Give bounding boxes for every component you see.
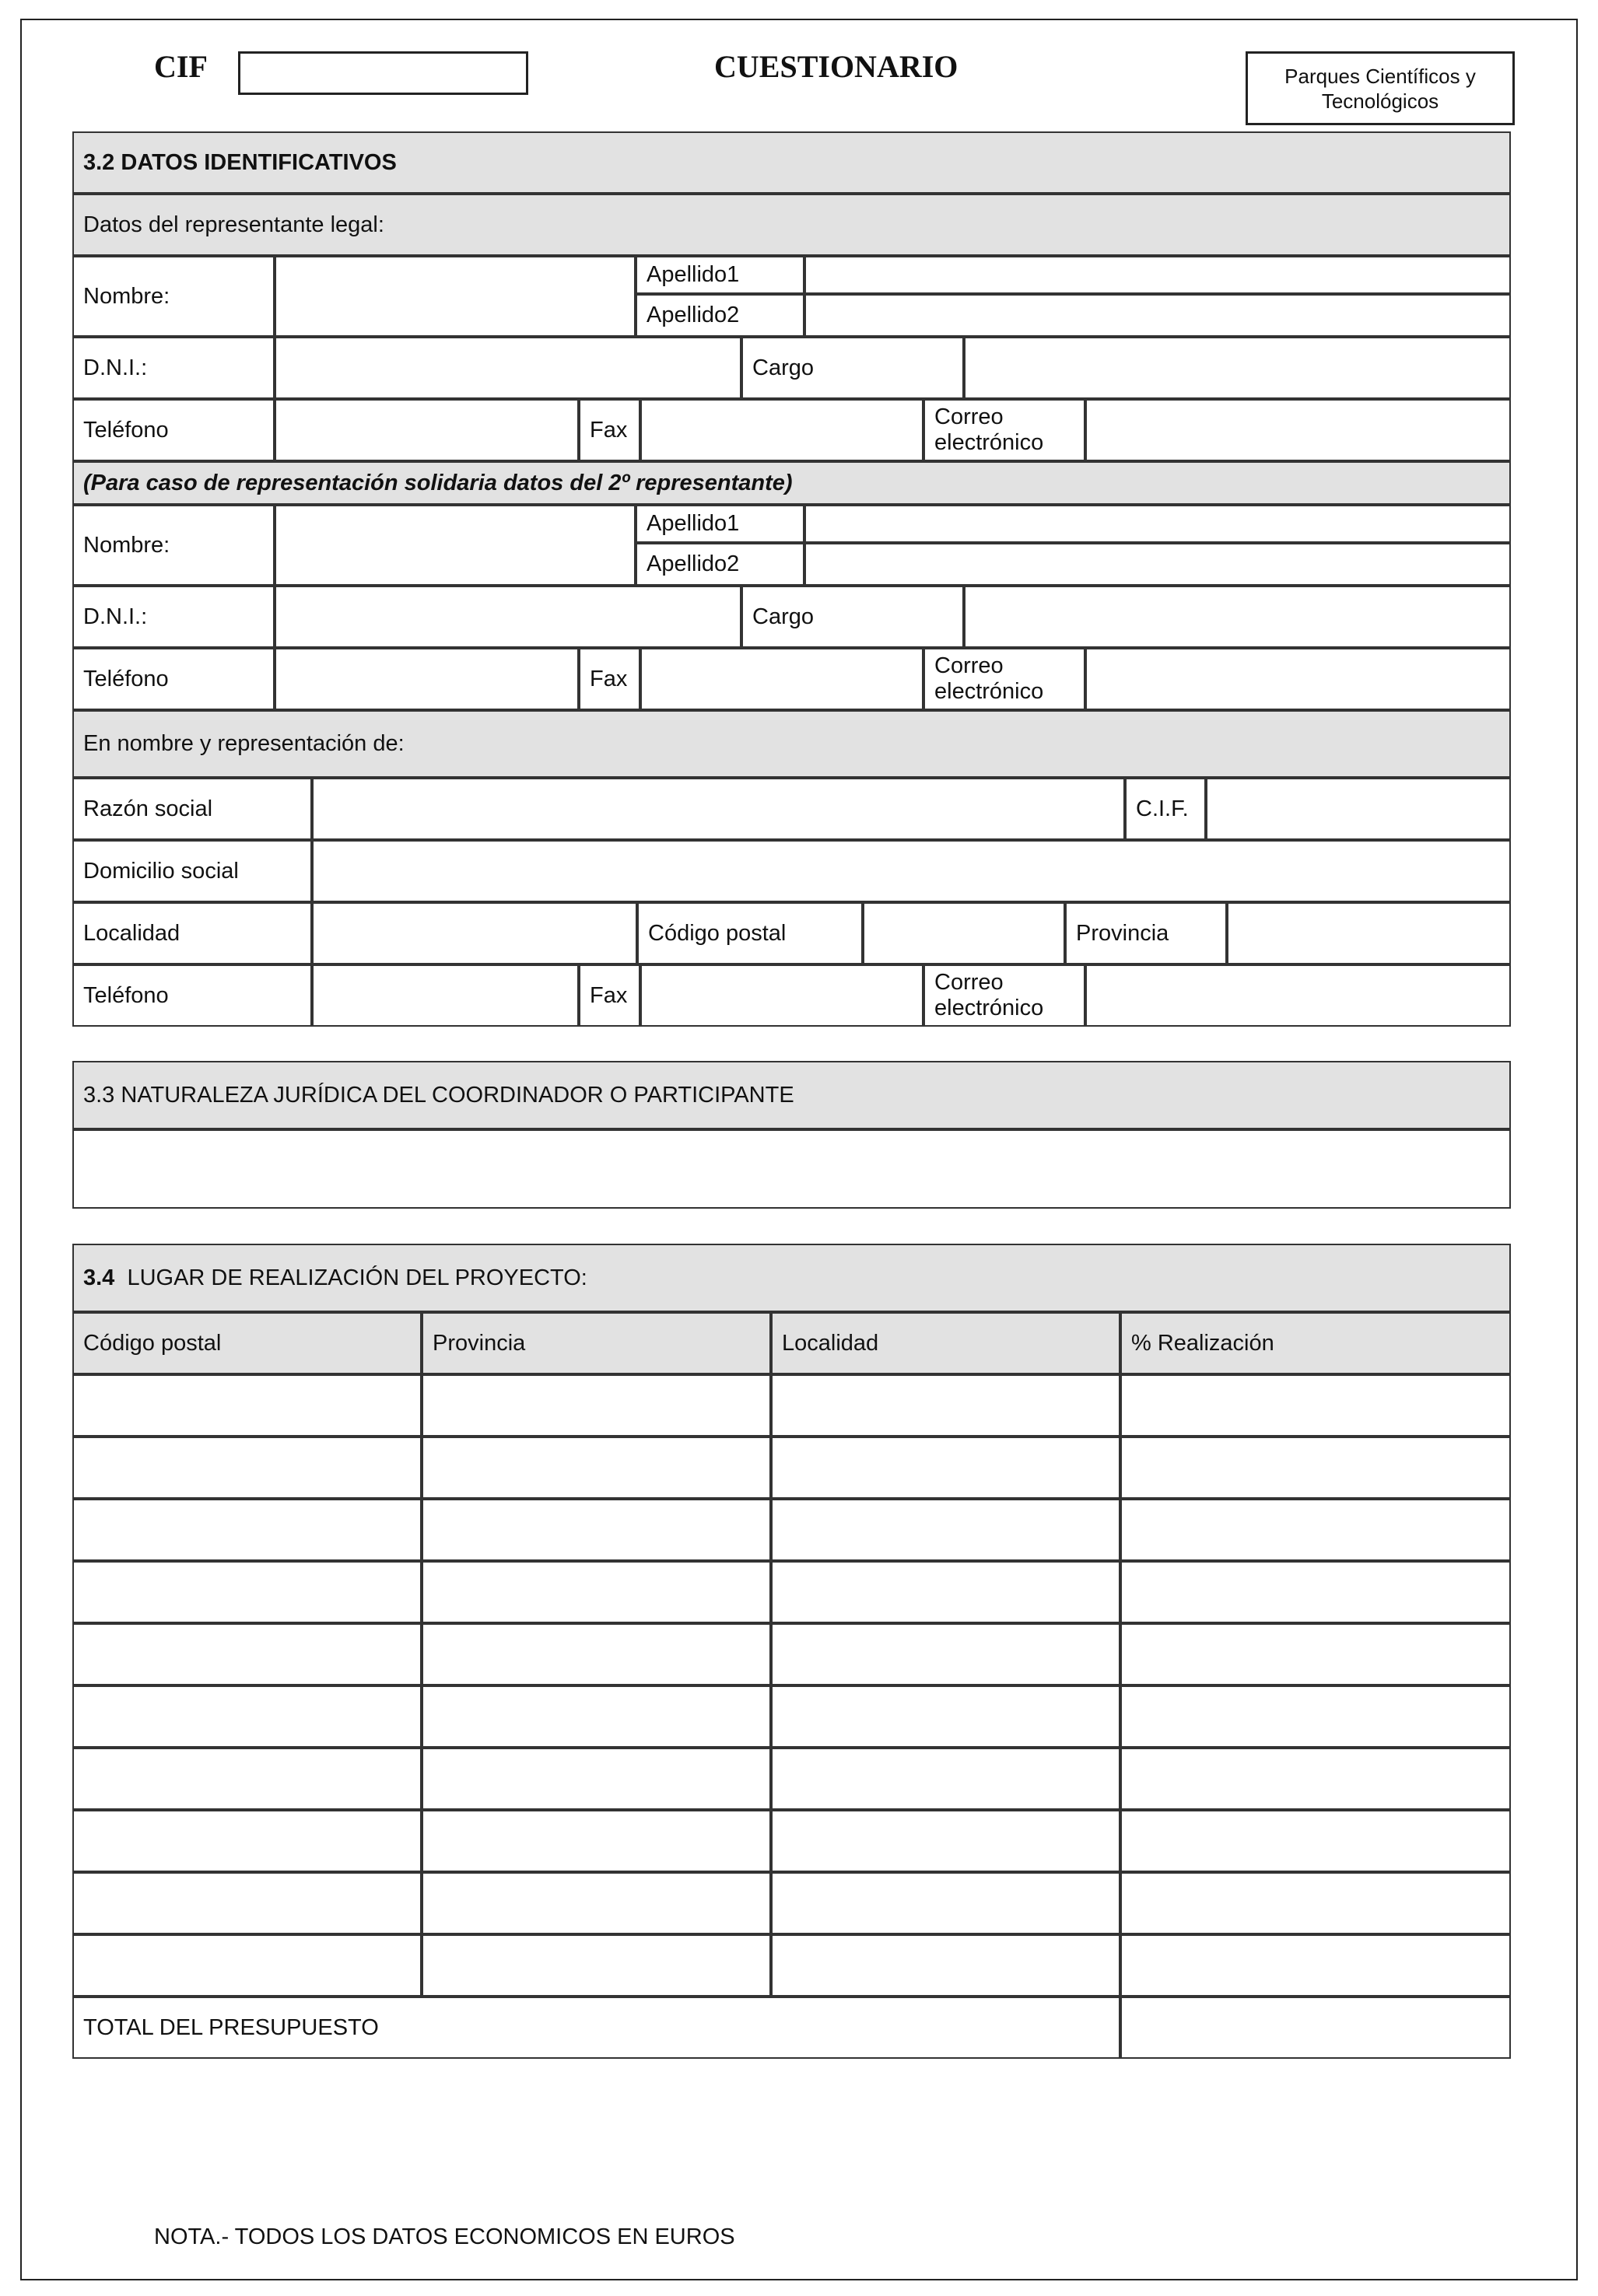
lugar-cell-codigo-postal[interactable] — [72, 1437, 422, 1499]
col-header-localidad: Localidad — [771, 1312, 1120, 1374]
lugar-cell-provincia[interactable] — [422, 1748, 771, 1810]
domicilio-label: Domicilio social — [72, 840, 312, 902]
footer-note: NOTA.- TODOS LOS DATOS ECONOMICOS EN EUROS — [154, 2224, 735, 2249]
total-presupuesto-label: TOTAL DEL PRESUPUESTO — [72, 1997, 1120, 2059]
section-32-title: 3.2 DATOS IDENTIFICATIVOS — [72, 131, 1511, 194]
telefono-label: Teléfono — [72, 399, 275, 461]
fax-2-label: Fax — [579, 648, 640, 710]
apellido1-label: Apellido1 — [636, 256, 804, 294]
lugar-cell-codigo-postal[interactable] — [72, 1748, 422, 1810]
col-header-realizacion: % Realización — [1120, 1312, 1511, 1374]
localidad-field[interactable] — [312, 902, 637, 964]
lugar-cell-realizacion[interactable] — [1120, 1437, 1511, 1499]
entity-heading: En nombre y representación de: — [72, 710, 1511, 778]
lugar-cell-realizacion[interactable] — [1120, 1872, 1511, 1934]
lugar-cell-provincia[interactable] — [422, 1810, 771, 1872]
apellido1-2-label: Apellido1 — [636, 505, 804, 543]
lugar-cell-localidad[interactable] — [771, 1685, 1120, 1748]
lugar-cell-codigo-postal[interactable] — [72, 1685, 422, 1748]
fax-entity-field[interactable] — [640, 964, 923, 1027]
lugar-cell-localidad[interactable] — [771, 1934, 1120, 1997]
lugar-cell-realizacion[interactable] — [1120, 1685, 1511, 1748]
razon-social-label: Razón social — [72, 778, 312, 840]
lugar-cell-codigo-postal[interactable] — [72, 1623, 422, 1685]
lugar-cell-realizacion[interactable] — [1120, 1499, 1511, 1561]
fax-entity-label: Fax — [579, 964, 640, 1027]
lugar-cell-localidad[interactable] — [771, 1437, 1120, 1499]
nombre-label: Nombre: — [72, 256, 275, 337]
correo-2-label: Correo electrónico — [923, 648, 1085, 710]
cif-entity-field[interactable] — [1206, 778, 1511, 840]
lugar-cell-realizacion[interactable] — [1120, 1934, 1511, 1997]
section-33-title: 3.3 NATURALEZA JURÍDICA DEL COORDINADOR O PARTICIPANTE — [72, 1061, 1511, 1129]
naturaleza-juridica-field[interactable] — [72, 1129, 1511, 1209]
cargo-2-label: Cargo — [741, 586, 964, 648]
lugar-cell-provincia[interactable] — [422, 1499, 771, 1561]
legal-rep-heading: Datos del representante legal: — [72, 194, 1511, 256]
lugar-cell-provincia[interactable] — [422, 1623, 771, 1685]
lugar-cell-provincia[interactable] — [422, 1934, 771, 1997]
lugar-cell-localidad[interactable] — [771, 1499, 1120, 1561]
apellido1-2-field[interactable] — [804, 505, 1511, 543]
codigo-postal-label: Código postal — [637, 902, 863, 964]
localidad-label: Localidad — [72, 902, 312, 964]
lugar-cell-localidad[interactable] — [771, 1810, 1120, 1872]
domicilio-field[interactable] — [312, 840, 1511, 902]
telefono-entity-label: Teléfono — [72, 964, 312, 1027]
lugar-cell-codigo-postal[interactable] — [72, 1934, 422, 1997]
dni-label: D.N.I.: — [72, 337, 275, 399]
correo-entity-field[interactable] — [1085, 964, 1511, 1027]
cif-label: CIF — [154, 49, 208, 84]
apellido2-2-label: Apellido2 — [636, 543, 804, 586]
dni-field[interactable] — [275, 337, 741, 399]
cargo-field[interactable] — [964, 337, 1511, 399]
lugar-cell-realizacion[interactable] — [1120, 1748, 1511, 1810]
lugar-cell-provincia[interactable] — [422, 1685, 771, 1748]
nombre-2-label: Nombre: — [72, 505, 275, 586]
fax-label: Fax — [579, 399, 640, 461]
lugar-cell-codigo-postal[interactable] — [72, 1561, 422, 1623]
lugar-cell-localidad[interactable] — [771, 1872, 1120, 1934]
col-header-codigo-postal: Código postal — [72, 1312, 422, 1374]
lugar-cell-codigo-postal[interactable] — [72, 1872, 422, 1934]
section-34-title — [72, 1244, 1511, 1312]
telefono-field[interactable] — [275, 399, 579, 461]
lugar-cell-provincia[interactable] — [422, 1872, 771, 1934]
correo-label: Correo electrónico — [923, 399, 1085, 461]
telefono-2-field[interactable] — [275, 648, 579, 710]
lugar-cell-localidad[interactable] — [771, 1748, 1120, 1810]
cif-entity-label: C.I.F. — [1125, 778, 1206, 840]
lugar-cell-provincia[interactable] — [422, 1437, 771, 1499]
document-title: CUESTIONARIO — [714, 49, 958, 84]
telefono-entity-field[interactable] — [312, 964, 579, 1027]
cif-field[interactable] — [238, 51, 528, 95]
apellido2-field[interactable] — [804, 294, 1511, 337]
provincia-label: Provincia — [1065, 902, 1227, 964]
second-rep-heading: (Para caso de representación solidaria datos del 2º representante) — [72, 461, 1511, 505]
correo-entity-label: Correo electrónico — [923, 964, 1085, 1027]
nombre-2-field[interactable] — [275, 505, 636, 586]
nombre-field[interactable] — [275, 256, 636, 337]
dni-2-field[interactable] — [275, 586, 741, 648]
lugar-cell-realizacion[interactable] — [1120, 1623, 1511, 1685]
lugar-cell-localidad[interactable] — [771, 1561, 1120, 1623]
apellido1-field[interactable] — [804, 256, 1511, 294]
fax-field[interactable] — [640, 399, 923, 461]
lugar-cell-provincia[interactable] — [422, 1561, 771, 1623]
cargo-2-field[interactable] — [964, 586, 1511, 648]
cargo-label: Cargo — [741, 337, 964, 399]
section-34-text: LUGAR DE REALIZACIÓN DEL PROYECTO: — [127, 1265, 587, 1290]
lugar-cell-realizacion[interactable] — [1120, 1810, 1511, 1872]
telefono-2-label: Teléfono — [72, 648, 275, 710]
fax-2-field[interactable] — [640, 648, 923, 710]
program-box: Parques Científicos y Tecnológicos — [1246, 51, 1515, 125]
razon-social-field[interactable] — [312, 778, 1125, 840]
apellido2-label: Apellido2 — [636, 294, 804, 337]
total-presupuesto-field[interactable] — [1120, 1997, 1511, 2059]
codigo-postal-field[interactable] — [863, 902, 1065, 964]
lugar-cell-realizacion[interactable] — [1120, 1561, 1511, 1623]
lugar-cell-codigo-postal[interactable] — [72, 1499, 422, 1561]
section-34-number: 3.4 — [83, 1265, 115, 1290]
lugar-cell-localidad[interactable] — [771, 1623, 1120, 1685]
col-header-provincia: Provincia — [422, 1312, 771, 1374]
lugar-cell-realizacion[interactable] — [1120, 1374, 1511, 1437]
correo-2-field[interactable] — [1085, 648, 1511, 710]
provincia-field[interactable] — [1227, 902, 1511, 964]
dni-2-label: D.N.I.: — [72, 586, 275, 648]
lugar-cell-codigo-postal[interactable] — [72, 1810, 422, 1872]
lugar-cell-codigo-postal[interactable] — [72, 1374, 422, 1437]
correo-field[interactable] — [1085, 399, 1511, 461]
lugar-cell-provincia[interactable] — [422, 1374, 771, 1437]
lugar-cell-localidad[interactable] — [771, 1374, 1120, 1437]
apellido2-2-field[interactable] — [804, 543, 1511, 586]
